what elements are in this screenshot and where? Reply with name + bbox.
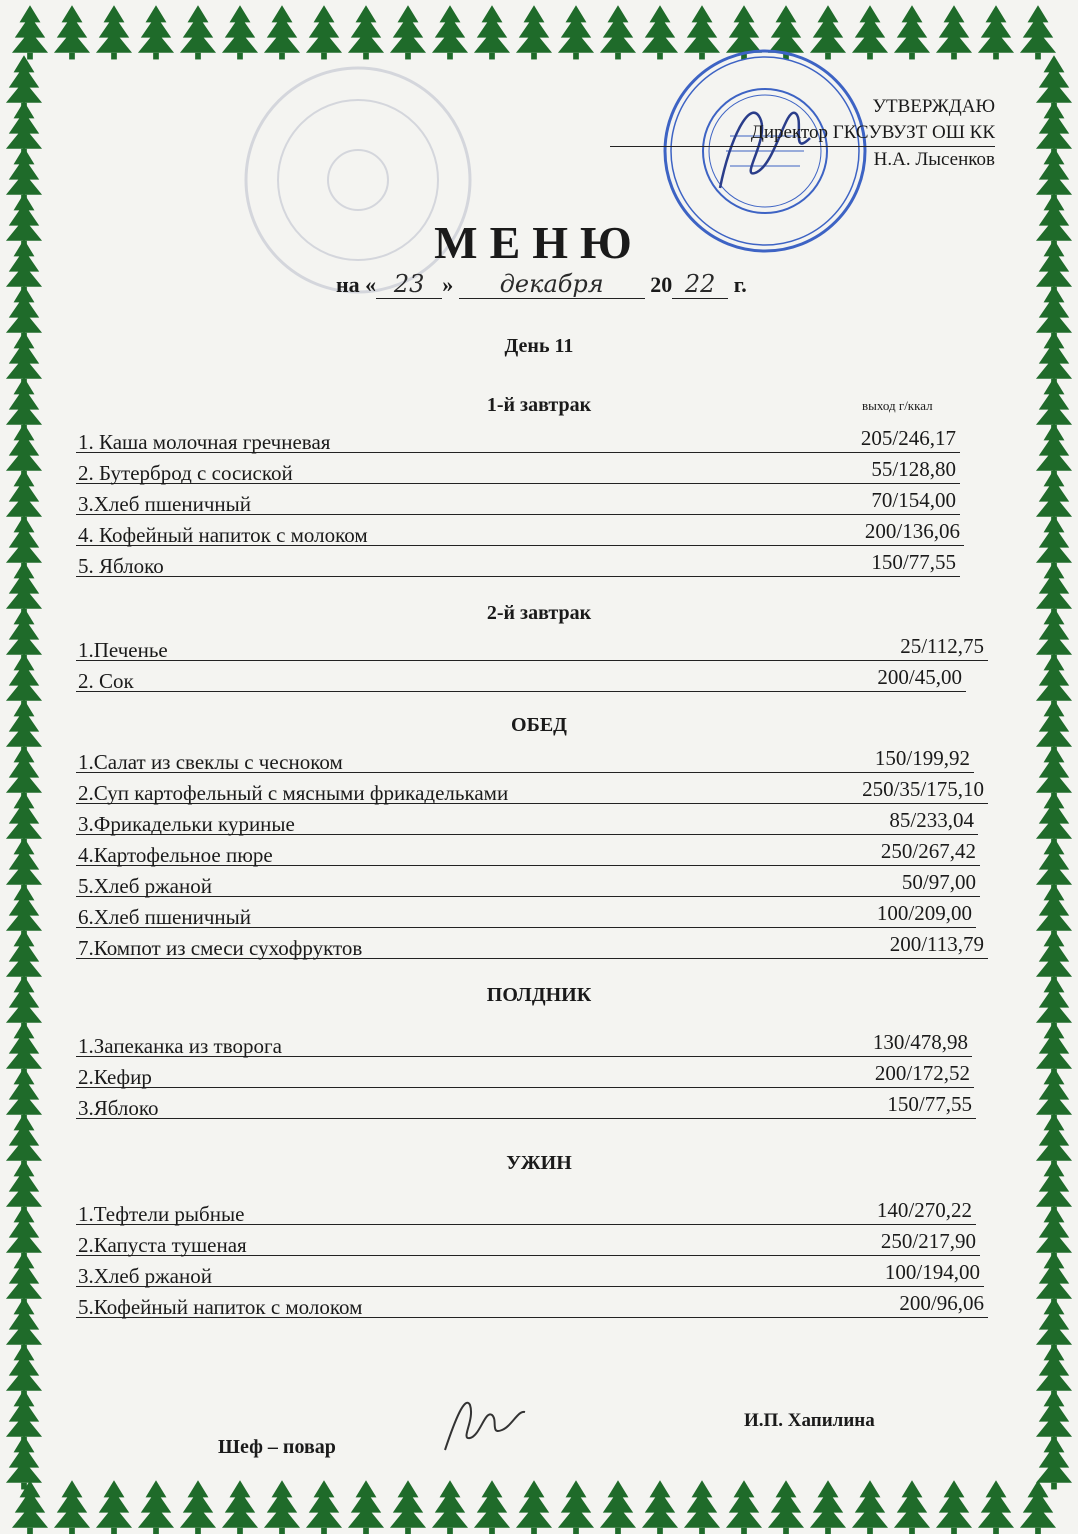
menu-item-name: 1.Запеканка из творога [78,1034,282,1058]
menu-item-row [76,665,966,692]
menu-item-row [76,634,988,661]
menu-item-value: 25/112,75 [900,634,984,658]
menu-item-name: 7.Компот из смеси сухофруктов [78,936,363,960]
menu-item-name: 4. Кофейный напиток с молоком [78,523,368,547]
menu-item-name: 2. Сок [78,669,134,693]
menu-item-row [76,550,960,577]
menu-item-value: 50/97,00 [901,870,976,894]
menu-item-row [76,1229,980,1256]
menu-item-row [76,457,960,484]
menu-item-name: 1.Печенье [78,638,168,662]
menu-item-row [76,1291,988,1318]
menu-item-value: 100/209,00 [876,901,972,925]
chef-signature [440,1390,530,1460]
section-title: 2-й завтрак [486,602,592,624]
unit-label: выход г/ккал [862,398,933,413]
menu-item-value: 55/128,80 [871,457,956,481]
menu-item-row [76,1092,976,1119]
date-suffix: г. [733,272,747,297]
menu-item-row [76,1198,976,1225]
section-title: 1-й завтрак [486,394,592,416]
section-title: УЖИН [506,1152,572,1174]
section-title: ПОЛДНИК [486,984,592,1006]
menu-item-value: 250/35/175,10 [862,777,984,801]
date-month: декабря [459,270,645,299]
menu-item-row [76,1030,972,1057]
approval-block [610,94,995,173]
menu-item-value: 150/77,55 [871,550,956,574]
menu-item-value: 70/154,00 [871,488,956,512]
menu-item-value: 200/136,06 [864,519,960,543]
menu-item-name: 1. Каша молочная гречневая [78,430,331,454]
menu-item-name: 2.Капуста тушеная [78,1233,247,1257]
menu-item-value: 130/478,98 [872,1030,968,1054]
menu-date [336,270,747,299]
menu-item-value: 250/217,90 [880,1229,976,1253]
menu-item-name: 3.Хлеб пшеничный [78,492,252,516]
menu-item-value: 140/270,22 [876,1198,972,1222]
section-title: ОБЕД [511,714,567,736]
menu-item-name: 2.Суп картофельный с мясными фрикадельками [78,781,509,805]
menu-item-value: 200/96,06 [899,1291,984,1315]
date-day: 23 [376,270,442,299]
menu-item-row [76,426,960,453]
menu-item-name: 3.Хлеб ржаной [78,1264,212,1288]
menu-item-name: 2.Кефир [78,1065,152,1089]
date-mid: » [442,272,454,297]
menu-item-name: 4.Картофельное пюре [78,843,273,867]
menu-item-row [76,519,964,546]
menu-item-row [76,746,974,773]
menu-item-value: 205/246,17 [860,426,956,450]
date-year-prefix: 20 [650,272,673,297]
menu-item-row [76,839,980,866]
menu-item-value: 200/45,00 [877,665,962,689]
menu-item-value: 200/113,79 [889,932,984,956]
menu-item-name: 3.Яблоко [78,1096,159,1120]
menu-item-value: 200/172,52 [874,1061,970,1085]
menu-item-value: 150/77,55 [887,1092,972,1116]
menu-item-row [76,901,976,928]
menu-item-row [76,777,988,804]
day-label: День 11 [504,335,574,357]
footer-role: Шеф – повар [218,1436,336,1458]
footer-name: И.П. Хапилина [744,1410,875,1431]
approval-line-2: Директор ГКСУВУЗТ ОШ КК [610,120,995,147]
menu-item-row [76,808,978,835]
menu-item-name: 6.Хлеб пшеничный [78,905,252,929]
menu-item-value: 250/267,42 [880,839,976,863]
menu-item-name: 1.Салат из свеклы с чесноком [78,750,343,774]
menu-item-name: 5. Яблоко [78,554,164,578]
page-title: МЕНЮ [434,217,644,268]
menu-item-value: 100/194,00 [884,1260,980,1284]
approval-line-1: УТВЕРЖДАЮ [872,96,995,117]
menu-item-row [76,1260,984,1287]
menu-item-value: 85/233,04 [889,808,974,832]
approval-line-3: Н.А. Лысенков [873,149,995,170]
menu-item-row [76,932,988,959]
menu-item-row [76,870,980,897]
date-prefix: на « [336,272,377,297]
menu-item-row [76,488,960,515]
menu-item-value: 150/199,92 [874,746,970,770]
menu-item-row [76,1061,974,1088]
menu-item-name: 2. Бутерброд с сосиской [78,461,293,485]
menu-item-name: 3.Фрикадельки куриные [78,812,295,836]
date-year: 22 [672,270,728,299]
menu-item-name: 1.Тефтели рыбные [78,1202,245,1226]
menu-item-name: 5.Кофейный напиток с молоком [78,1295,363,1319]
menu-item-name: 5.Хлеб ржаной [78,874,212,898]
